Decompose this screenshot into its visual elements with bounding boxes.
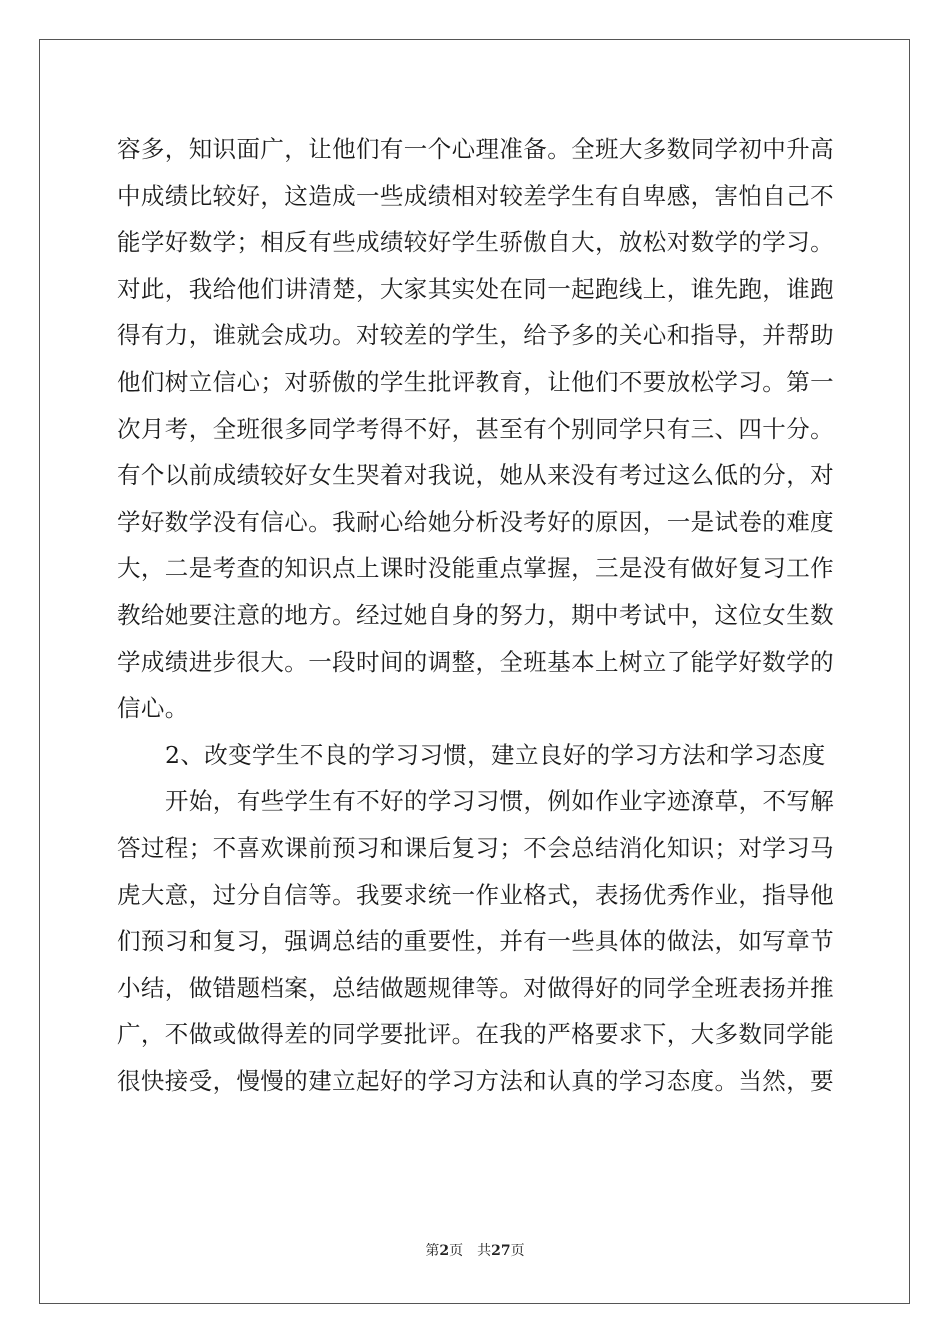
text-line: 中成绩比较好，这造成一些成绩相对较差学生有自卑感，害怕自己不 <box>117 181 834 210</box>
text-line: 小结，做错题档案，总结做题规律等。对做得好的同学全班表扬并推 <box>117 973 834 1002</box>
total-pages-number: 27 <box>491 1243 511 1259</box>
text-line: 广，不做或做得差的同学要批评。在我的严格要求下，大多数同学能 <box>117 1020 834 1049</box>
footer-suffix: 页 <box>510 1243 525 1259</box>
section-heading: 2、改变学生不良的学习习惯，建立良好的学习方法和学习态度 <box>165 740 826 769</box>
text-line: 能学好数学；相反有些成绩较好学生骄傲自大，放松对数学的学习。 <box>117 228 834 257</box>
page-footer <box>0 1240 950 1260</box>
text-line: 教给她要注意的地方。经过她自身的努力，期中考试中，这位女生数 <box>117 600 834 629</box>
text-line: 有个以前成绩较好女生哭着对我说，她从来没有考过这么低的分，对 <box>117 461 834 490</box>
footer-prefix: 第 <box>425 1243 440 1259</box>
text-line: 开始，有些学生有不好的学习习惯，例如作业字迹潦草，不写解 <box>165 787 835 816</box>
text-line: 他们树立信心；对骄傲的学生批评教育，让他们不要放松学习。第一 <box>117 367 834 396</box>
current-page-number: 2 <box>439 1243 450 1259</box>
text-line: 学成绩进步很大。一段时间的调整，全班基本上树立了能学好数学的 <box>117 647 834 676</box>
footer-mid: 页 共 <box>449 1243 492 1259</box>
text-line: 对此，我给他们讲清楚，大家其实处在同一起跑线上，谁先跑，谁跑 <box>117 274 834 303</box>
text-line: 信心。 <box>117 694 189 723</box>
text-line: 很快接受，慢慢的建立起好的学习方法和认真的学习态度。当然，要 <box>117 1066 834 1095</box>
text-line: 学好数学没有信心。我耐心给她分析没考好的原因，一是试卷的难度 <box>117 507 834 536</box>
text-line: 大，二是考查的知识点上课时没能重点掌握，三是没有做好复习工作 <box>117 554 834 583</box>
text-line: 得有力，谁就会成功。对较差的学生，给予多的关心和指导，并帮助 <box>117 321 834 350</box>
document-body <box>117 127 833 1105</box>
text-line: 次月考，全班很多同学考得不好，甚至有个别同学只有三、四十分。 <box>117 414 834 443</box>
text-line: 答过程；不喜欢课前预习和课后复习；不会总结消化知识；对学习马 <box>117 833 834 862</box>
text-line: 们预习和复习，强调总结的重要性，并有一些具体的做法，如写章节 <box>117 927 834 956</box>
text-line: 容多，知识面广，让他们有一个心理准备。全班大多数同学初中升高 <box>117 135 834 163</box>
text-line: 虎大意，过分自信等。我要求统一作业格式，表扬优秀作业，指导他 <box>117 880 834 909</box>
